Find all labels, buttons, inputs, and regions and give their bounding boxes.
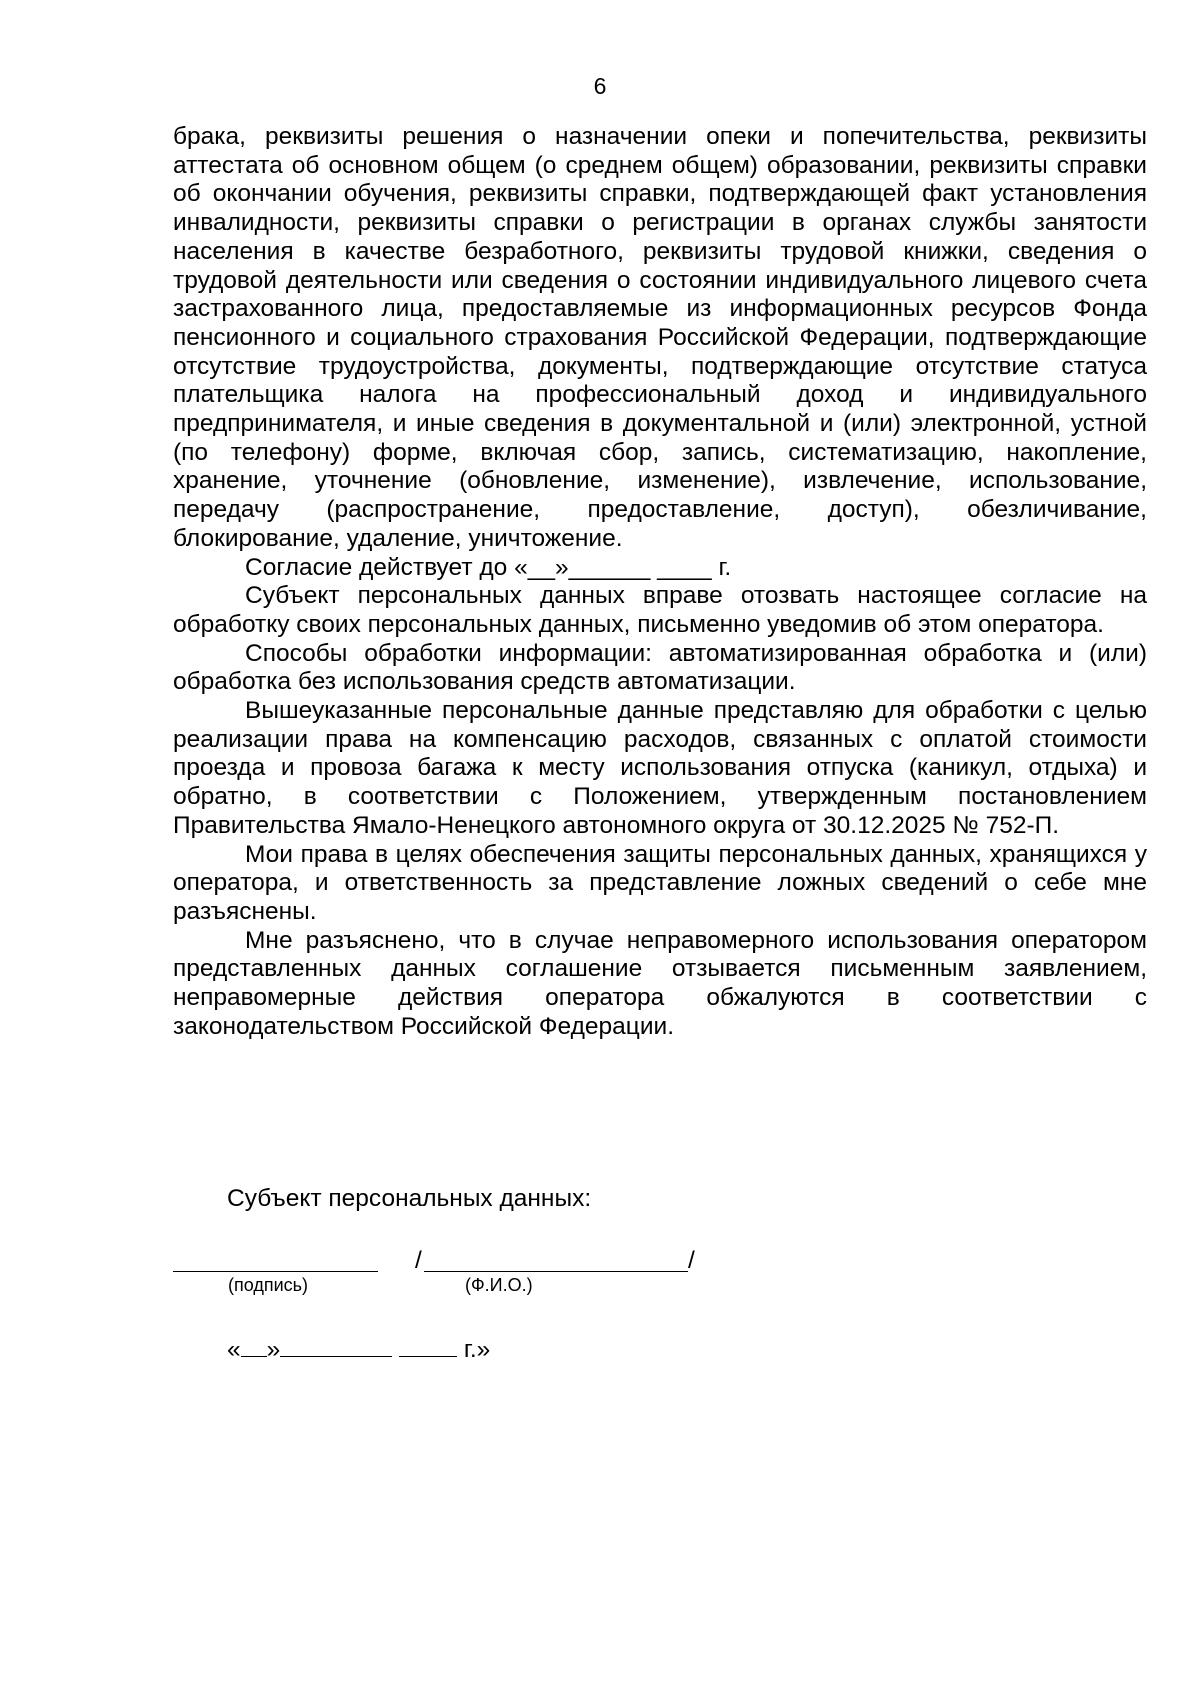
signature-line	[173, 1271, 378, 1272]
date-open-quote: «	[227, 1336, 241, 1363]
document-body	[173, 123, 1147, 1042]
fio-slash-left: /	[415, 1247, 422, 1274]
signature-caption: (подпись)	[228, 1275, 309, 1295]
subject-label: Субъект персональных данных:	[227, 1185, 592, 1212]
paragraph-consent-validity: Согласие действует до «__»______ ____ г.	[245, 553, 732, 581]
paragraph-continuation: брака, реквизиты решения о назначении опеки и попечительства, реквизиты аттестата об основном общем (о среднем общем) образовании, реквизиты справки об окончании обучения, реквизиты справки, подтверждающей факт установления инвалидности, реквизиты справки о регистрации в органах службы занятости населения в качестве безработного, реквизиты трудовой книжки, сведения о трудовой деятельности или сведения о состоянии индивидуального лицевого счета застрахованного лица, предоставляемые из информационных ресурсов Фонда пенсионного и социального страхования Российской Федерации, подтверждающие отсутствие трудоустройства, документы, подтверждающие отсутствие статуса плательщика налога на профессиональный доход и индивидуального предпринимателя, и иные сведения в документальной и (или) электронной, устной (по телефону) форме, включая сбор, запись, систематизацию, накопление, хранение, уточнение (обновление, изменение), извлечение, использование, передачу (распространение, предоставление, доступ), обезличивание, блокирование, удаление, уничтожение.	[173, 123, 1147, 552]
paragraph-misuse-explained: Мне разъяснено, что в случае неправомерного использования оператором представленных данных соглашение отзывается письменным заявлением, неправомерные действия оператора обжалуются в соответствии с законодательством Российской Федерации.	[173, 926, 1147, 1040]
paragraph-processing-purpose: Вышеуказанные персональные данные представляю для обработки с целью реализации права на компенсацию расходов, связанных с оплатой стоимости проезда и провоза багажа к месту использования отпуска (каникул, отдыха) и обратно, в соответствии с Положением, утвержденным постановлением Правительства Ямало-Ненецкого автономного округа от 30.12.2025 № 752-П.	[173, 697, 1147, 839]
fio-slash-right: /	[688, 1247, 695, 1274]
paragraph-consent-revocation: Субъект персональных данных вправе отозвать настоящее согласие на обработку своих персональных данных, письменно уведомив об этом оператора.	[173, 582, 1147, 638]
date-month-blank	[280, 1336, 392, 1357]
date-year-blank	[399, 1336, 457, 1357]
date-year-suffix: г.»	[463, 1336, 491, 1363]
fio-line	[424, 1271, 688, 1272]
fio-caption: (Ф.И.О.)	[465, 1275, 533, 1295]
page-number: 6	[593, 73, 607, 99]
signature-date	[227, 1335, 490, 1365]
paragraph-rights-explained: Мои права в целях обеспечения защиты персональных данных, хранящихся у оператора, и ответственность за представление ложных сведений о себе мне разъяснены.	[173, 840, 1147, 925]
date-day-blank	[241, 1336, 267, 1357]
paragraph-processing-methods: Способы обработки информации: автоматизированная обработка и (или) обработка без использования средств автоматизации.	[173, 639, 1147, 696]
date-close-quote: »	[266, 1336, 281, 1363]
